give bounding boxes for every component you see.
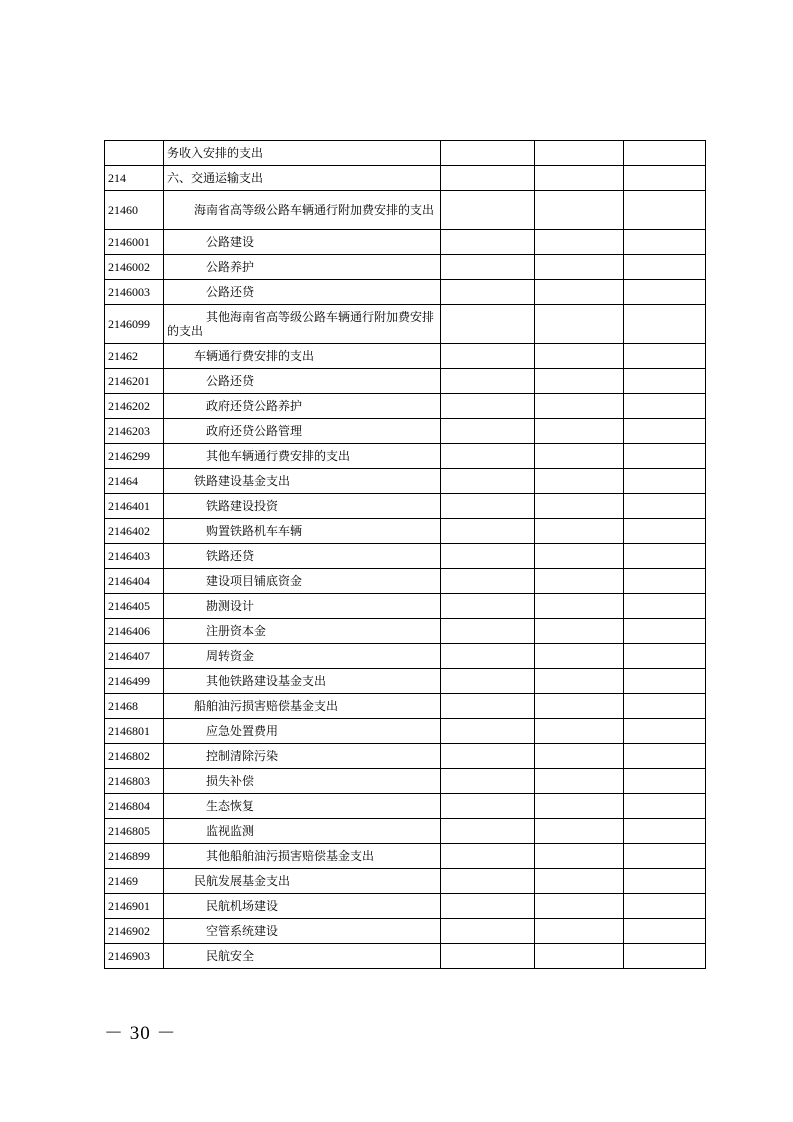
row-amount-cell xyxy=(624,494,706,519)
row-amount-cell xyxy=(441,569,535,594)
table-row xyxy=(105,769,706,794)
row-code: 2146203 xyxy=(105,419,164,444)
table-row xyxy=(105,494,706,519)
row-amount-cell xyxy=(441,619,535,644)
table-row xyxy=(105,419,706,444)
row-amount-cell xyxy=(441,844,535,869)
row-amount-cell xyxy=(441,255,535,280)
row-code: 2146801 xyxy=(105,719,164,744)
row-code: 2146003 xyxy=(105,280,164,305)
row-amount-cell xyxy=(441,519,535,544)
table-row xyxy=(105,166,706,191)
row-amount-cell xyxy=(624,305,706,344)
row-amount-cell xyxy=(441,494,535,519)
row-name: 铁路还贷 xyxy=(164,544,441,569)
row-code: 21469 xyxy=(105,869,164,894)
row-name: 控制清除污染 xyxy=(164,744,441,769)
row-code: 214 xyxy=(105,166,164,191)
row-name: 民航机场建设 xyxy=(164,894,441,919)
row-amount-cell xyxy=(441,369,535,394)
row-amount-cell xyxy=(624,819,706,844)
table-row xyxy=(105,919,706,944)
row-amount-cell xyxy=(624,694,706,719)
row-amount-cell xyxy=(624,394,706,419)
table-row xyxy=(105,719,706,744)
row-code: 2146803 xyxy=(105,769,164,794)
row-amount-cell xyxy=(535,230,624,255)
row-amount-cell xyxy=(441,644,535,669)
row-amount-cell xyxy=(624,280,706,305)
row-amount-cell xyxy=(535,519,624,544)
row-code: 2146401 xyxy=(105,494,164,519)
row-amount-cell xyxy=(624,344,706,369)
row-amount-cell xyxy=(535,394,624,419)
row-amount-cell xyxy=(441,141,535,166)
row-code: 2146804 xyxy=(105,794,164,819)
row-amount-cell xyxy=(624,444,706,469)
row-amount-cell xyxy=(441,544,535,569)
row-amount-cell xyxy=(535,719,624,744)
table-row xyxy=(105,519,706,544)
row-amount-cell xyxy=(441,919,535,944)
row-code: 2146499 xyxy=(105,669,164,694)
table-row xyxy=(105,280,706,305)
row-name: 海南省高等级公路车辆通行附加费安排的支出 xyxy=(164,191,441,230)
row-amount-cell xyxy=(624,230,706,255)
row-code: 2146403 xyxy=(105,544,164,569)
row-amount-cell xyxy=(535,141,624,166)
row-amount-cell xyxy=(535,494,624,519)
row-amount-cell xyxy=(535,280,624,305)
table-row xyxy=(105,819,706,844)
row-code: 2146402 xyxy=(105,519,164,544)
row-code: 21468 xyxy=(105,694,164,719)
row-amount-cell xyxy=(441,305,535,344)
row-amount-cell xyxy=(441,594,535,619)
row-code: 2146902 xyxy=(105,919,164,944)
row-name: 公路还贷 xyxy=(164,280,441,305)
row-amount-cell xyxy=(624,869,706,894)
row-amount-cell xyxy=(441,719,535,744)
row-amount-cell xyxy=(441,230,535,255)
row-code: 2146406 xyxy=(105,619,164,644)
row-amount-cell xyxy=(624,594,706,619)
row-amount-cell xyxy=(535,594,624,619)
row-amount-cell xyxy=(441,894,535,919)
table-row xyxy=(105,544,706,569)
table-row xyxy=(105,569,706,594)
table-row xyxy=(105,394,706,419)
row-name: 其他车辆通行费安排的支出 xyxy=(164,444,441,469)
table-row xyxy=(105,644,706,669)
row-amount-cell xyxy=(624,719,706,744)
row-name: 购置铁路机车车辆 xyxy=(164,519,441,544)
row-name: 民航发展基金支出 xyxy=(164,869,441,894)
row-amount-cell xyxy=(535,191,624,230)
row-amount-cell xyxy=(624,919,706,944)
row-name: 船舶油污损害赔偿基金支出 xyxy=(164,694,441,719)
row-amount-cell xyxy=(441,419,535,444)
row-name: 监视监测 xyxy=(164,819,441,844)
table-row xyxy=(105,894,706,919)
table-row xyxy=(105,230,706,255)
table-row xyxy=(105,369,706,394)
row-amount-cell xyxy=(624,944,706,969)
table-row xyxy=(105,141,706,166)
row-code: 21460 xyxy=(105,191,164,230)
row-amount-cell xyxy=(535,894,624,919)
row-amount-cell xyxy=(441,944,535,969)
row-amount-cell xyxy=(535,444,624,469)
row-amount-cell xyxy=(441,819,535,844)
row-amount-cell xyxy=(535,255,624,280)
row-code: 21464 xyxy=(105,469,164,494)
row-name: 其他海南省高等级公路车辆通行附加费安排的支出 xyxy=(164,305,441,344)
row-code: 2146903 xyxy=(105,944,164,969)
table-row xyxy=(105,444,706,469)
row-amount-cell xyxy=(441,344,535,369)
row-name: 其他船舶油污损害赔偿基金支出 xyxy=(164,844,441,869)
row-code: 2146099 xyxy=(105,305,164,344)
row-amount-cell xyxy=(535,369,624,394)
row-amount-cell xyxy=(624,469,706,494)
row-amount-cell xyxy=(441,469,535,494)
row-name: 民航安全 xyxy=(164,944,441,969)
row-amount-cell xyxy=(535,794,624,819)
row-amount-cell xyxy=(441,744,535,769)
row-amount-cell xyxy=(535,869,624,894)
row-code: 2146001 xyxy=(105,230,164,255)
row-name: 注册资本金 xyxy=(164,619,441,644)
table-body xyxy=(105,141,706,969)
row-code: 2146202 xyxy=(105,394,164,419)
row-code: 2146002 xyxy=(105,255,164,280)
table-row xyxy=(105,469,706,494)
row-amount-cell xyxy=(535,469,624,494)
table-row xyxy=(105,844,706,869)
table-row xyxy=(105,344,706,369)
row-amount-cell xyxy=(441,166,535,191)
row-name: 建设项目铺底资金 xyxy=(164,569,441,594)
row-amount-cell xyxy=(441,794,535,819)
row-amount-cell xyxy=(535,619,624,644)
row-amount-cell xyxy=(624,191,706,230)
row-amount-cell xyxy=(535,344,624,369)
row-amount-cell xyxy=(624,255,706,280)
row-amount-cell xyxy=(624,569,706,594)
row-code: 2146901 xyxy=(105,894,164,919)
row-code: 2146405 xyxy=(105,594,164,619)
row-amount-cell xyxy=(535,769,624,794)
row-amount-cell xyxy=(535,844,624,869)
row-name: 公路还贷 xyxy=(164,369,441,394)
table-row xyxy=(105,944,706,969)
row-name: 政府还贷公路养护 xyxy=(164,394,441,419)
row-code: 2146802 xyxy=(105,744,164,769)
row-amount-cell xyxy=(535,544,624,569)
row-name: 铁路建设投资 xyxy=(164,494,441,519)
table-row xyxy=(105,744,706,769)
row-name: 政府还贷公路管理 xyxy=(164,419,441,444)
row-name: 其他铁路建设基金支出 xyxy=(164,669,441,694)
row-amount-cell xyxy=(535,944,624,969)
row-amount-cell xyxy=(535,669,624,694)
table-row xyxy=(105,694,706,719)
row-amount-cell xyxy=(441,869,535,894)
row-amount-cell xyxy=(535,744,624,769)
row-amount-cell xyxy=(624,669,706,694)
row-name: 公路养护 xyxy=(164,255,441,280)
row-amount-cell xyxy=(624,769,706,794)
table-row xyxy=(105,794,706,819)
row-amount-cell xyxy=(624,166,706,191)
row-amount-cell xyxy=(535,694,624,719)
row-code: 2146899 xyxy=(105,844,164,869)
row-amount-cell xyxy=(624,894,706,919)
row-amount-cell xyxy=(624,644,706,669)
budget-table xyxy=(104,140,706,969)
row-amount-cell xyxy=(535,919,624,944)
row-amount-cell xyxy=(441,769,535,794)
row-name: 空管系统建设 xyxy=(164,919,441,944)
row-code xyxy=(105,141,164,166)
row-amount-cell xyxy=(441,191,535,230)
row-name: 勘测设计 xyxy=(164,594,441,619)
page-number: － 30 － xyxy=(104,1023,177,1044)
row-amount-cell xyxy=(441,694,535,719)
row-name: 周转资金 xyxy=(164,644,441,669)
row-amount-cell xyxy=(441,280,535,305)
row-name: 六、交通运输支出 xyxy=(164,166,441,191)
row-name: 公路建设 xyxy=(164,230,441,255)
table-row xyxy=(105,255,706,280)
row-amount-cell xyxy=(624,794,706,819)
row-amount-cell xyxy=(535,419,624,444)
row-amount-cell xyxy=(535,819,624,844)
row-code: 2146201 xyxy=(105,369,164,394)
row-amount-cell xyxy=(624,844,706,869)
row-amount-cell xyxy=(624,619,706,644)
row-code: 2146404 xyxy=(105,569,164,594)
table-row xyxy=(105,305,706,344)
row-amount-cell xyxy=(624,544,706,569)
row-amount-cell xyxy=(624,141,706,166)
row-code: 21462 xyxy=(105,344,164,369)
row-amount-cell xyxy=(624,419,706,444)
row-amount-cell xyxy=(624,744,706,769)
table-row xyxy=(105,869,706,894)
row-amount-cell xyxy=(441,669,535,694)
table-row xyxy=(105,191,706,230)
table-row xyxy=(105,619,706,644)
table-row xyxy=(105,669,706,694)
row-code: 2146407 xyxy=(105,644,164,669)
row-name: 损失补偿 xyxy=(164,769,441,794)
row-amount-cell xyxy=(441,394,535,419)
row-amount-cell xyxy=(624,519,706,544)
row-name: 应急处置费用 xyxy=(164,719,441,744)
row-name: 务收入安排的支出 xyxy=(164,141,441,166)
row-name: 铁路建设基金支出 xyxy=(164,469,441,494)
row-name: 车辆通行费安排的支出 xyxy=(164,344,441,369)
row-amount-cell xyxy=(624,369,706,394)
row-amount-cell xyxy=(535,569,624,594)
row-code: 2146299 xyxy=(105,444,164,469)
row-code: 2146805 xyxy=(105,819,164,844)
row-amount-cell xyxy=(535,166,624,191)
row-amount-cell xyxy=(535,644,624,669)
table-row xyxy=(105,594,706,619)
row-name: 生态恢复 xyxy=(164,794,441,819)
row-amount-cell xyxy=(441,444,535,469)
row-amount-cell xyxy=(535,305,624,344)
